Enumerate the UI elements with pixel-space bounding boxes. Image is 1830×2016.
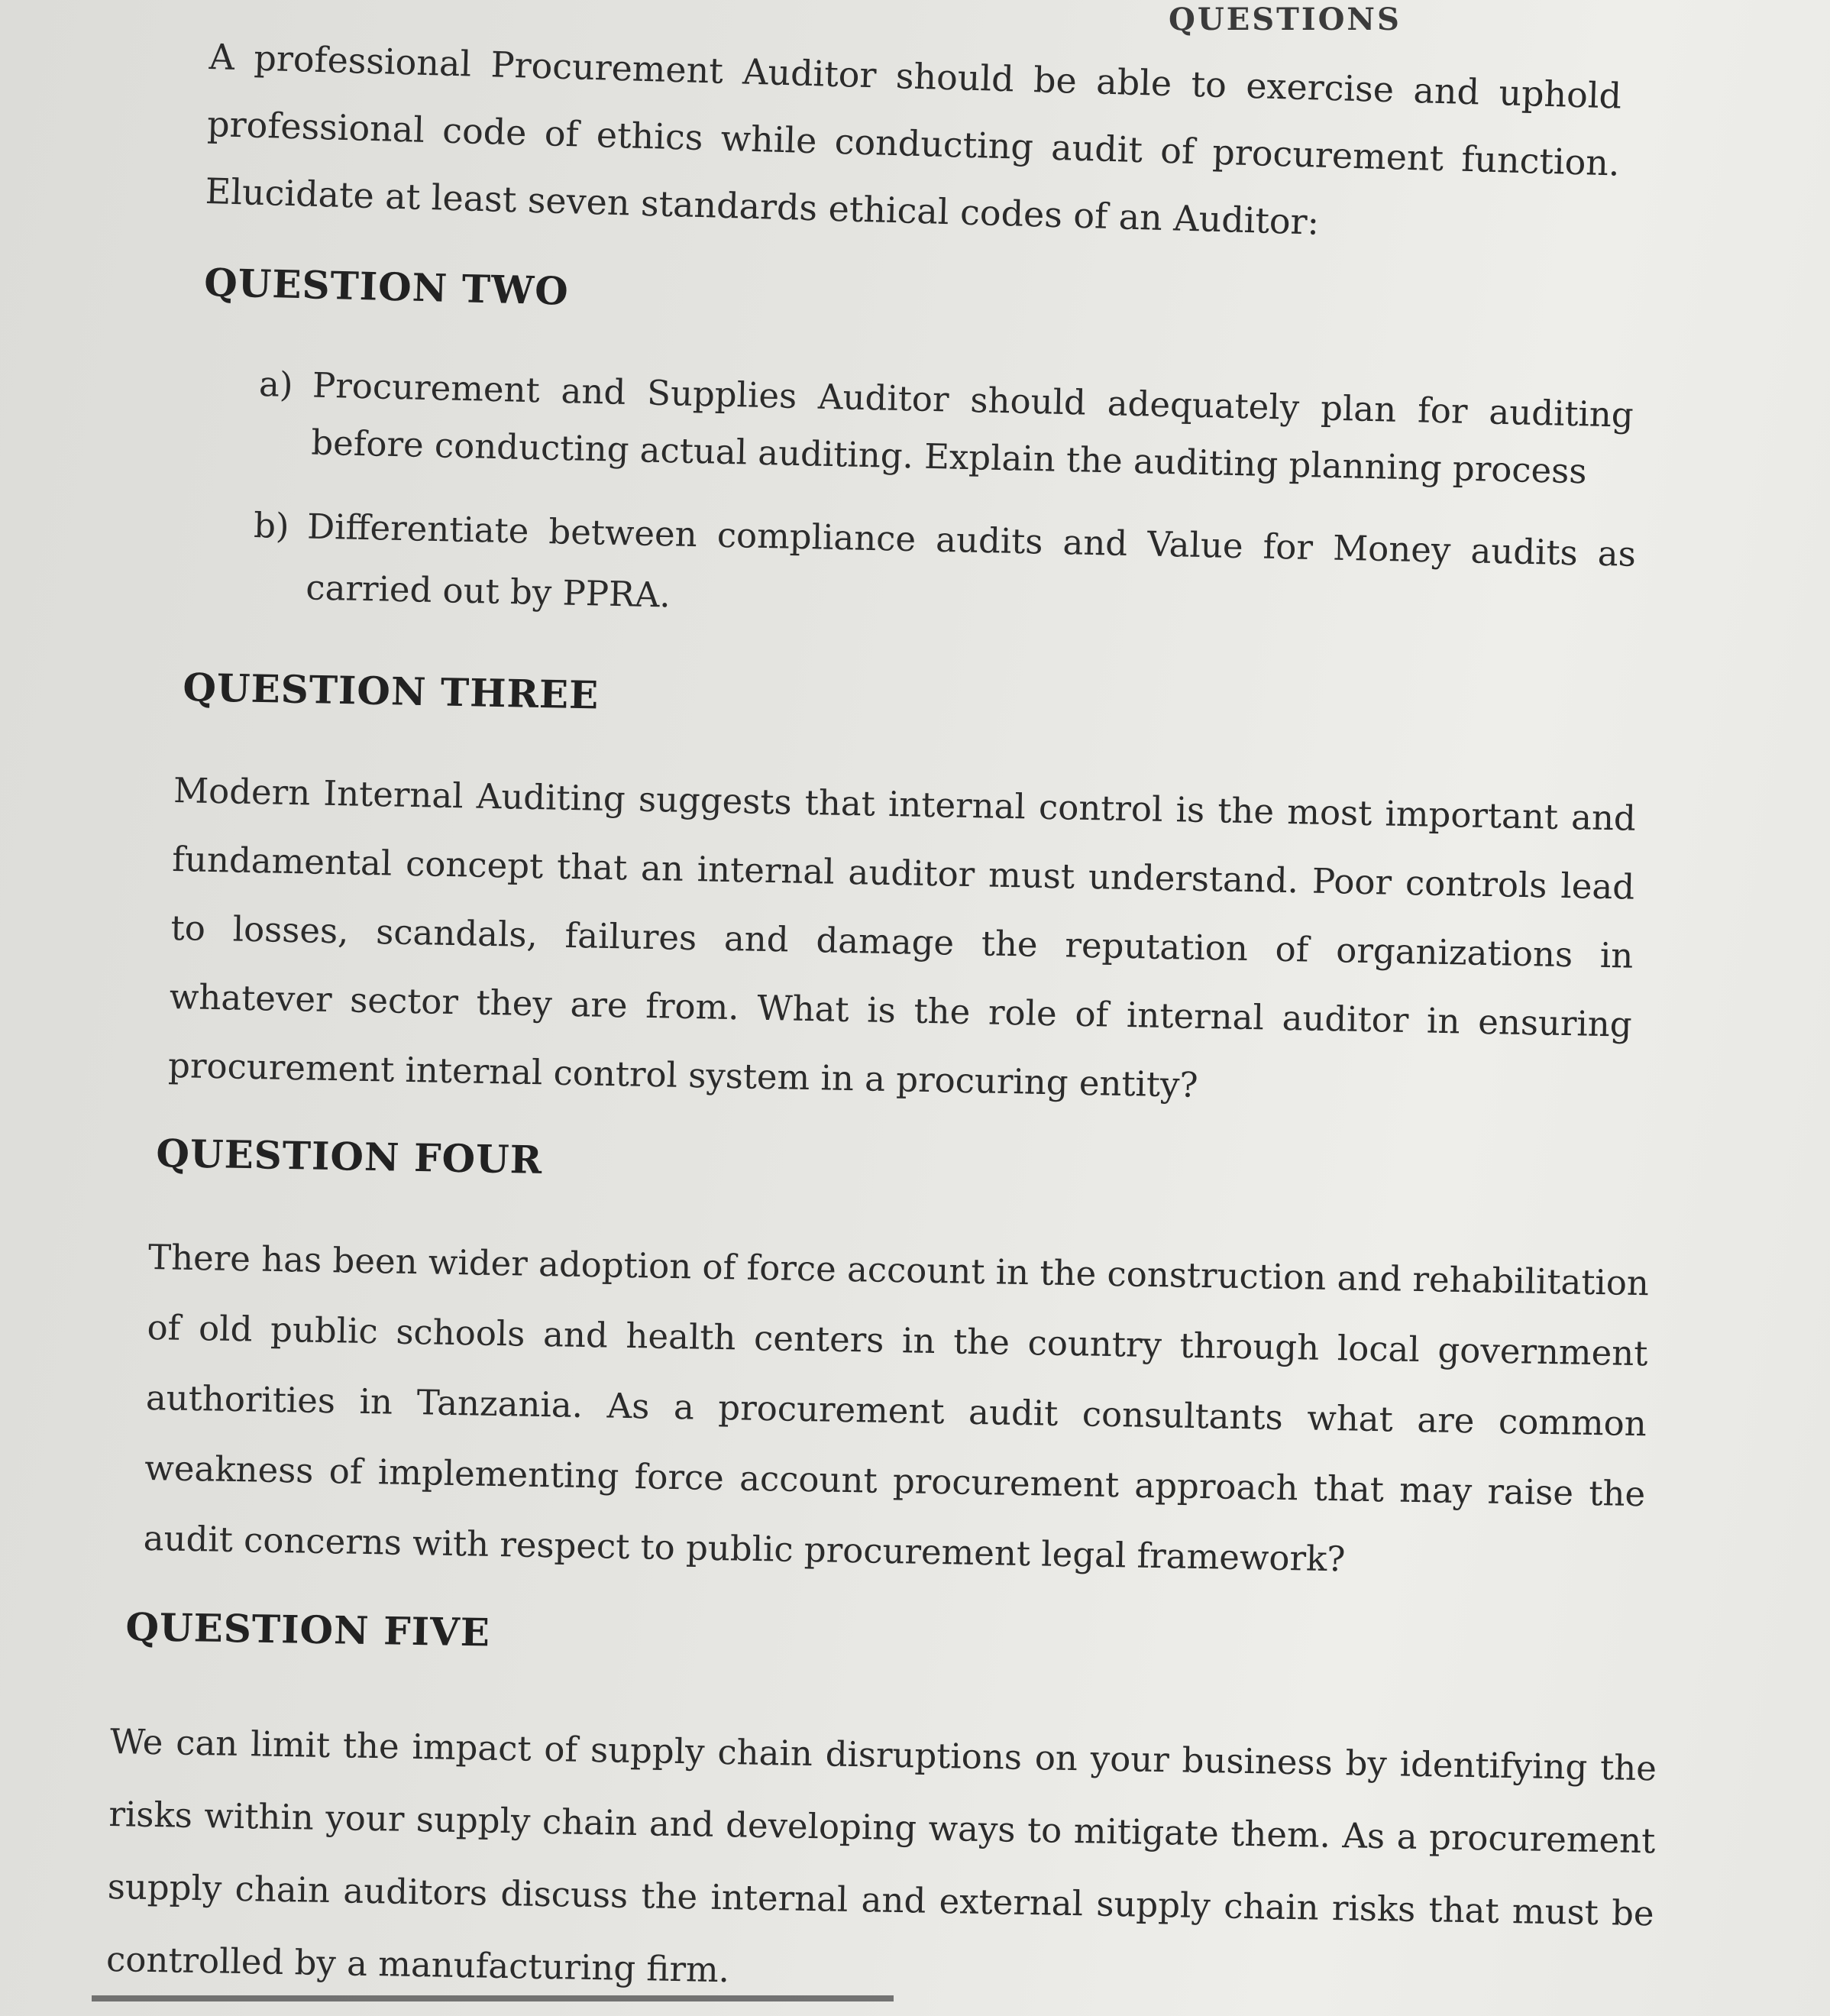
question-five-heading: QUESTION FIVE: [125, 1604, 491, 1655]
item-b-text: Differentiate between compliance audits and Value for Money audits as carried out by PPRA.: [305, 506, 1637, 616]
item-a-text: Procurement and Supplies Auditor should adequately plan for auditing before conducting actual auditing. Explain the auditing planning process: [310, 364, 1634, 492]
question-two-item-a: [257, 355, 1634, 524]
question-two-heading: QUESTION TWO: [203, 260, 570, 314]
bottom-divider: [92, 1995, 894, 2001]
question-one-text: A professional Procurement Auditor should be able to exercise and uphold professional code of ethics while conducting audit of procurement function. Elucidate at least seven standards ethical codes of an Auditor:: [205, 35, 1622, 243]
question-three-heading: QUESTION THREE: [182, 665, 600, 718]
item-a-label: a): [258, 363, 294, 405]
question-five-text: We can limit the impact of supply chain disruptions on your business by identifying the risks within your supply chain and developing ways to mitigate them. As a procurement supply chain auditors discuss the internal and external supply chain risks that must be controlled by a manufacturing firm.: [105, 1720, 1657, 1991]
question-four-heading: QUESTION FOUR: [155, 1131, 543, 1183]
item-b-label: b): [253, 504, 290, 546]
question-four-text: There has been wider adoption of force account in the construction and rehabilitation of old public schools and health centers in the country through local government authorities in Tanzania. As a procurement audit consultants what are common weakness of implementing force account procurement approach that may raise the audit concerns with respect to public procurement legal framework?: [143, 1236, 1650, 1580]
page-header-fragment: QUESTIONS: [1169, 2, 1402, 37]
question-three-text: Modern Internal Auditing suggests that internal control is the most important and fundamental concept that an internal auditor must understand. Poor controls lead to losses, scandals, failures and damage the reputation of organizations in whatever sector they are from. What is the role of internal auditor in ensuring procurement internal control system in a procuring entity?: [167, 769, 1637, 1105]
